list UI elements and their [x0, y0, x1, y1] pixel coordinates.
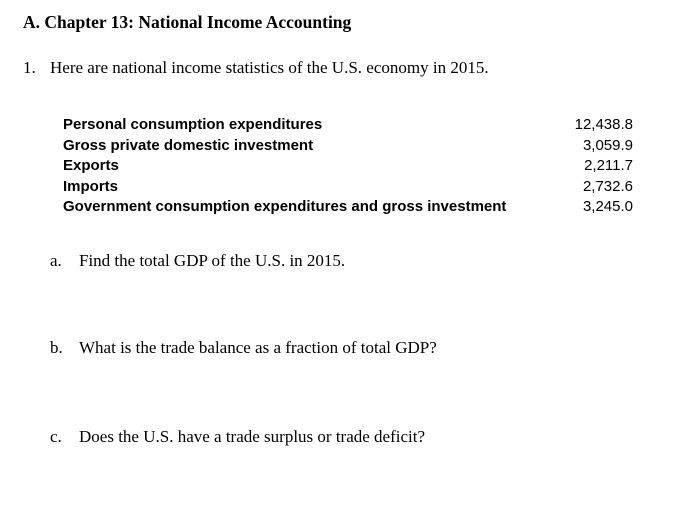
subquestion-c [50, 427, 425, 447]
question-1 [23, 58, 489, 78]
subquestion-letter: c. [50, 427, 62, 446]
subquestion-text: What is the trade balance as a fraction of total GDP? [79, 338, 437, 357]
income-statistics-table [63, 115, 633, 218]
stat-value: 2,732.6 [582, 177, 633, 195]
stat-label: Exports [63, 157, 119, 174]
stat-row-exports [63, 156, 633, 177]
stat-row-consumption [63, 115, 633, 136]
stat-label: Gross private domestic investment [63, 136, 314, 154]
stat-row-government [63, 197, 633, 218]
stat-value: 3,245.0 [582, 198, 633, 215]
question-number: 1. [23, 58, 36, 77]
subquestion-text: Find the total GDP of the U.S. in 2015. [79, 251, 346, 270]
subquestion-letter: b. [50, 338, 63, 357]
stat-value: 12,438.8 [574, 116, 633, 133]
section-heading: A. Chapter 13: National Income Accounting [23, 12, 352, 32]
stat-label: Personal consumption expenditures [63, 116, 323, 133]
stat-label: Imports [63, 177, 119, 195]
question-text: Here are national income statistics of the U.S. economy in 2015. [50, 58, 489, 77]
stat-row-investment [63, 136, 633, 157]
subquestion-a [50, 251, 345, 271]
stat-row-imports [63, 177, 633, 198]
stat-value: 3,059.9 [582, 136, 633, 154]
stat-value: 2,211.7 [584, 157, 633, 174]
subquestion-letter: a. [50, 251, 62, 270]
subquestion-b [50, 338, 437, 358]
stat-label: Government consumption expenditures and gross investment [63, 198, 507, 215]
subquestion-text: Does the U.S. have a trade surplus or trade deficit? [79, 427, 426, 446]
